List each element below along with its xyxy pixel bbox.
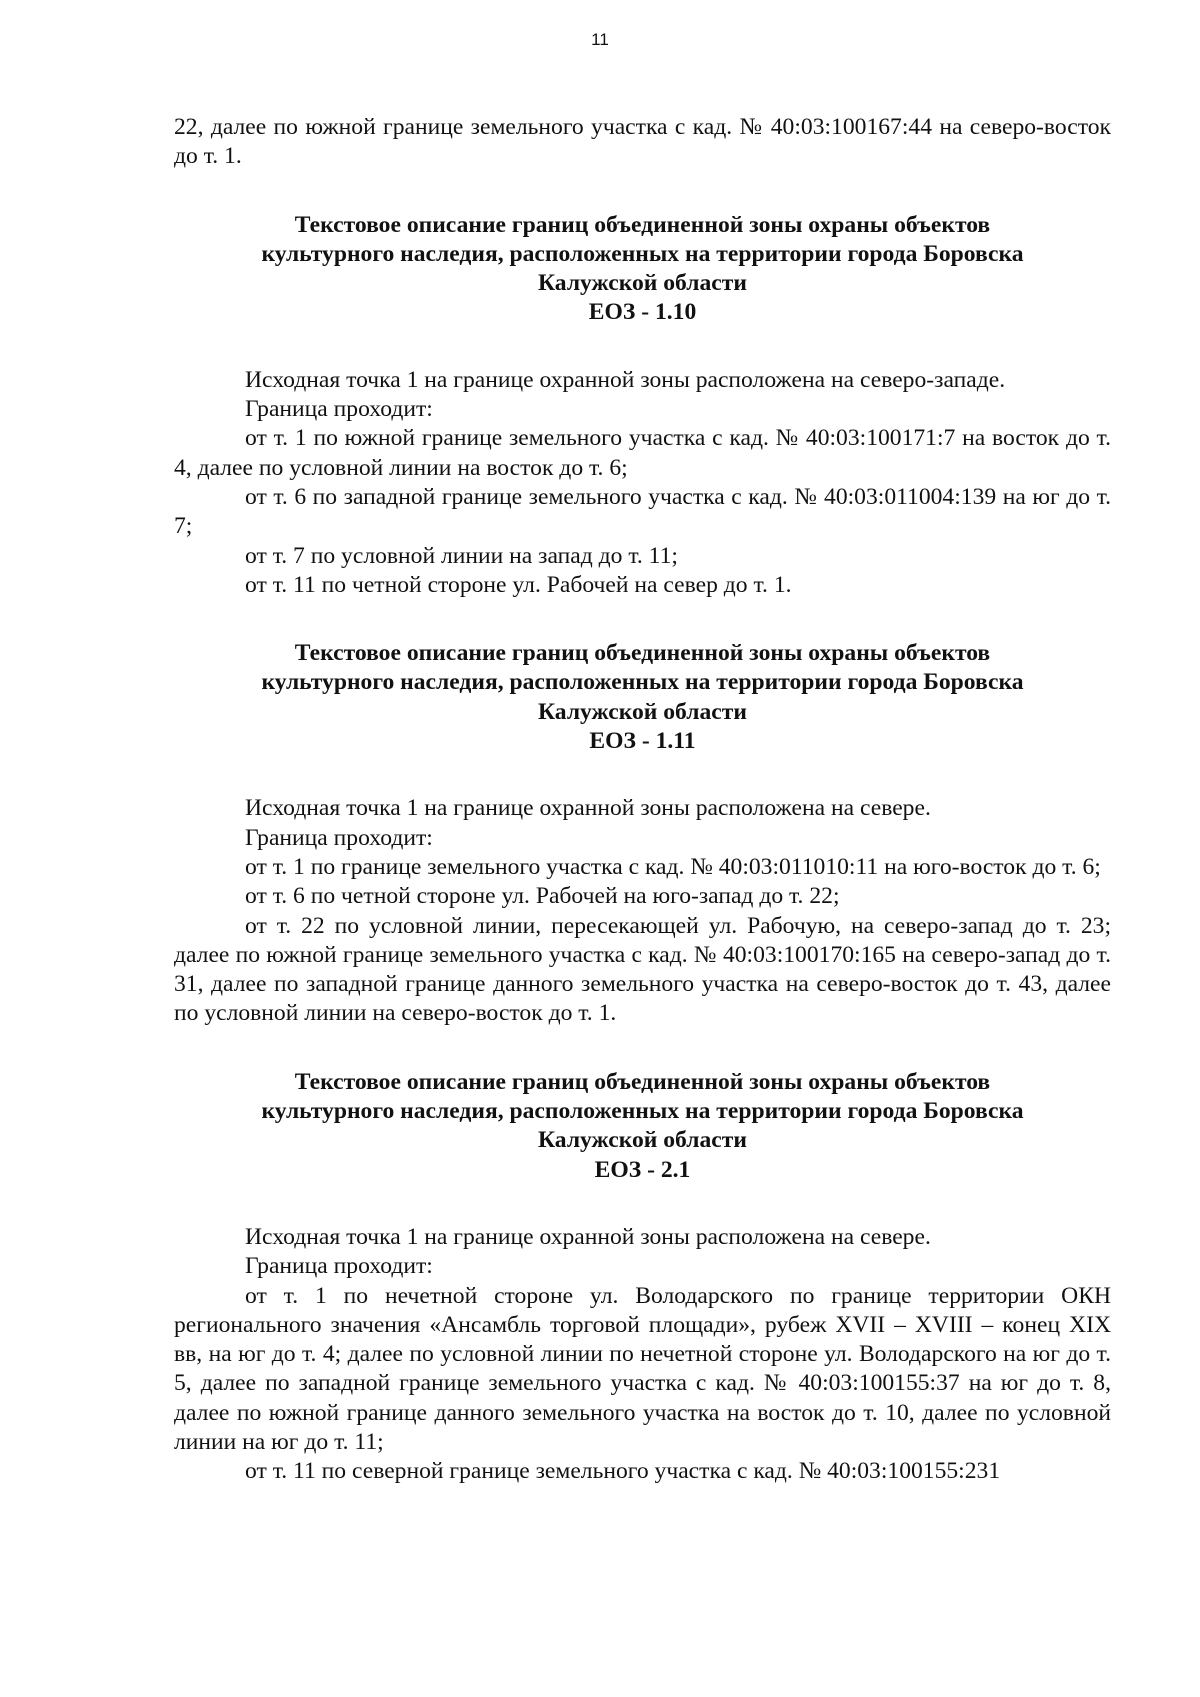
section-eoz-2-1 [174, 1068, 1111, 1487]
section-heading [174, 639, 1111, 756]
zone-code: ЕОЗ - 2.1 [594, 1156, 691, 1183]
section-body [174, 1223, 1111, 1487]
heading-line: Текстовое описание границ объединенной зоны охраны объектов [294, 1068, 991, 1095]
paragraph: Граница проходит: [245, 396, 433, 423]
section-heading [174, 211, 1111, 328]
heading-line: Калужской области [538, 270, 747, 297]
document-body [174, 113, 1111, 1487]
paragraph: Граница проходит: [245, 1253, 433, 1280]
intro-paragraph: 22, далее по южной границе земельного участка с кад. № 40:03:100167:44 на северо-восток до т. 1. [174, 114, 1111, 170]
heading-line: культурного наследия, расположенных на территории города Боровска [261, 1098, 1024, 1125]
page-number: 11 [591, 30, 609, 49]
heading-line: Текстовое описание границ объединенной зоны охраны объектов [294, 640, 991, 667]
paragraph: от т. 7 по условной линии на запад до т. 11; [245, 542, 678, 569]
paragraph: от т. 1 по границе земельного участка с кад. № 40:03:011010:11 на юго-восток до т. 6; [245, 853, 1101, 880]
heading-line: Текстовое описание границ объединенной зоны охраны объектов [294, 211, 991, 238]
paragraph: Исходная точка 1 на границе охранной зоны расположена на севере. [245, 795, 931, 822]
paragraph: от т. 6 по западной границе земельного участка с кад. № 40:03:011004:139 на юг до т. 7; [174, 483, 1111, 540]
paragraph: от т. 11 по северной границе земельного участка с кад. № 40:03:100155:231 [245, 1458, 1001, 1485]
paragraph: Исходная точка 1 на границе охранной зоны расположена на северо-западе. [245, 366, 1006, 393]
heading-line: Калужской области [538, 698, 747, 725]
paragraph: Исходная точка 1 на границе охранной зоны расположена на севере. [245, 1223, 931, 1250]
paragraph: от т. 22 по условной линии, пересекающей ул. Рабочую, на северо-запад до т. 23; далее по южной границе земельного участка с кад. № 40:03:100170:165 на северо-запад до т. 31, далее по западной границе данного земельного участка на северо-восток до т. 43, далее по условной линии на северо-восток до т. 1. [174, 912, 1111, 1027]
zone-code: ЕОЗ - 1.11 [589, 728, 696, 755]
heading-line: Калужской области [538, 1127, 747, 1154]
section-eoz-1-11 [174, 639, 1111, 1029]
zone-code: ЕОЗ - 1.10 [588, 299, 697, 326]
heading-line: культурного наследия, расположенных на территории города Боровска [261, 669, 1024, 696]
paragraph: от т. 1 по южной границе земельного участка с кад. № 40:03:100171:7 на восток до т. 4, далее по условной линии на восток до т. 6; [174, 425, 1111, 481]
paragraph: Граница проходит: [245, 824, 433, 851]
paragraph: от т. 6 по четной стороне ул. Рабочей на юго-запад до т. 22; [245, 883, 840, 910]
section-body [174, 366, 1111, 600]
heading-line: культурного наследия, расположенных на территории города Боровска [261, 240, 1024, 267]
paragraph: от т. 1 по нечетной стороне ул. Володарского по границе территории ОКН регионального значения «Ансамбль торговой площади», рубеж XVII – XVIII – конец XIX вв, на юг до т. 4; далее по условной линии по нечетной стороне ул. Володарского на юг до т. 5, далее по западной границе земельного участка с кад. № 40:03:100155:37 на юг до т. 8, далее по южной границе данного земельного участка на восток до т. 10, далее по условной линии на юг до т. 11; [174, 1282, 1111, 1455]
section-heading [174, 1068, 1111, 1185]
paragraph: от т. 11 по четной стороне ул. Рабочей на север до т. 1. [245, 571, 792, 598]
section-eoz-1-10 [174, 211, 1111, 601]
section-body [174, 794, 1111, 1028]
